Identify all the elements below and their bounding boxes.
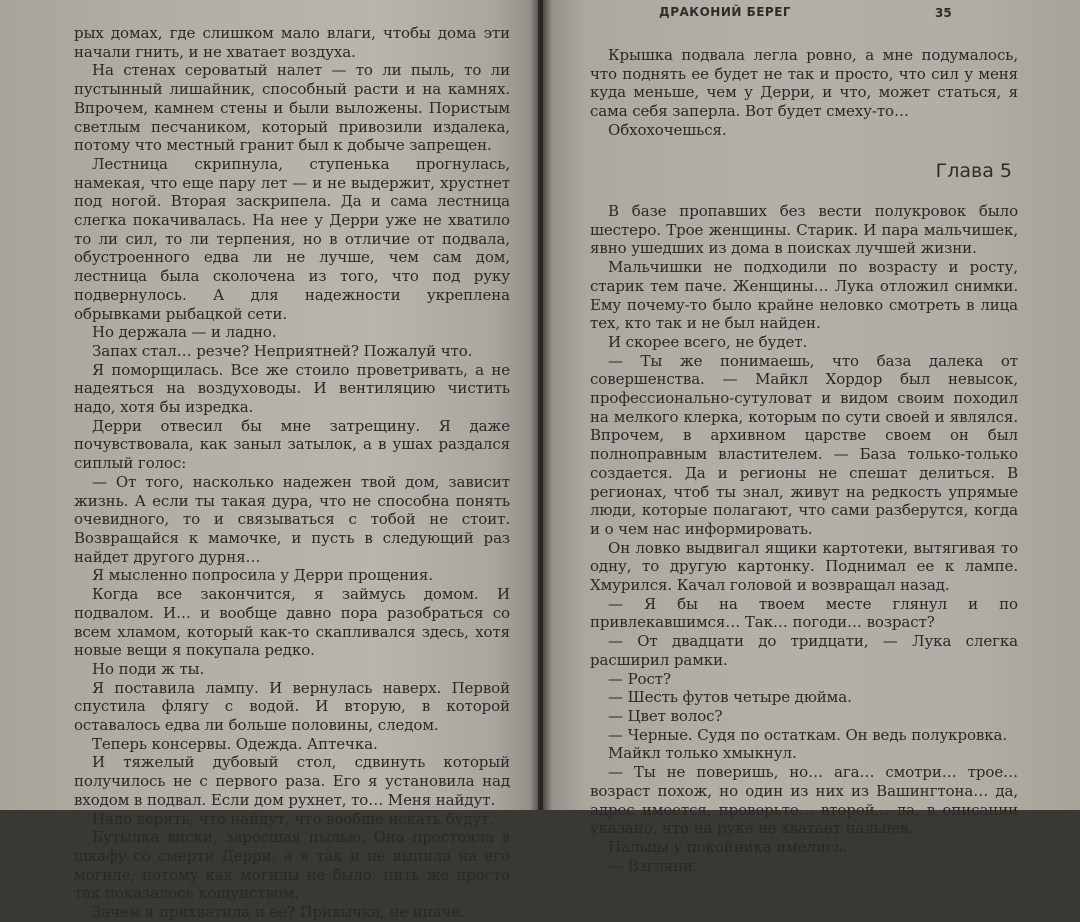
paragraph: В базе пропавших без вести полукровок было шестеро. Трое женщины. Старик. И пара мальчишек, явно ушедших из дома в поисках лучшей жизни.: [590, 202, 1018, 258]
paragraph: — Цвет волос?: [608, 706, 723, 725]
right-page: [543, 0, 1080, 875]
paragraph: Мальчишки не подходили по возрасту и росту, старик тем паче. Женщины… Лука отложил снимки. Ему почему-то было крайне неловко смотреть в лица тех, кто так и не был найден.: [590, 258, 1018, 333]
paragraph: И скорее всего, не будет.: [608, 332, 808, 351]
chapter-title: Глава 5: [935, 160, 1012, 182]
right-page-text-top: [590, 46, 1018, 140]
paragraph: — Я бы на твоем месте глянул и по привлекавшимся… Так… погоди… возраст?: [590, 594, 1018, 632]
paragraph: — Ты же понимаешь, что база далека от совершенства. — Майкл Хордор был невысок, профессионально-сутуловат и видом своим походил на мелкого клерка, которым по сути своей и являлся. Впрочем, в архивном царстве своем он был полноправным властителем. — База только-только создается. Да и регионы не спешат делиться. В регионах, чтоб ты знал, живут на редкость упрямые люди, которые полагают, что сами разберутся, когда и о чем нас информировать.: [590, 351, 1018, 538]
paragraph: — От двадцати до тридцати, — Лука слегка расширил рамки.: [590, 632, 1018, 669]
paragraph: На стенах сероватый налет — то ли пыль, то ли пустынный лишайник, способный расти и на камнях. Впрочем, камнем стены и были выложены. Пористым светлым песчаником, который привозили издалека, потому что местный гранит был к добыче запрещен.: [74, 61, 510, 155]
book-gutter: [530, 0, 552, 810]
paragraph: Теперь консервы. Одежда. Аптечка.: [92, 734, 378, 753]
paragraph: — Взгляни.: [608, 856, 698, 875]
paragraph: Бутылка виски, заросшая пылью. Она простояла в шкафу со смерти Дерри, а я так и не выпила на его могиле, потому как могилы не было, пить же просто так показалось кощунством.: [74, 828, 510, 903]
left-page-text: [74, 24, 510, 922]
paragraph: И тяжелый дубовый стол, сдвинуть который получилось не с первого раза. Его я установила над входом в подвал. Если дом рухнет, то… Меня найдут.: [74, 753, 510, 809]
paragraph: Я мысленно попросила у Дерри прощения.: [92, 566, 433, 585]
paragraph: Но поди ж ты.: [92, 659, 205, 678]
paragraph: — От того, насколько надежен твой дом, зависит жизнь. А если ты такая дура, что не способна понять очевидного, то и связываться с тобой не стоит. Возвращайся к мамочке, и пусть в следующий раз найдет другого дурня…: [74, 472, 510, 566]
paragraph: Запах стал… резче? Неприятней? Пожалуй что.: [92, 341, 473, 360]
paragraph: Он ловко выдвигал ящики картотеки, вытягивая то одну, то другую картонку. Поднимал ее к лампе. Хмурился. Качал головой и возвращал назад.: [590, 538, 1018, 595]
paragraph: Лестница скрипнула, ступенька прогнулась, намекая, что еще пару лет — и не выдержит, хрустнет под ногой. Вторая заскрипела. Да и сама лестница слегка покачивалась. На нее у Дерри уже не хватило то ли сил, то ли терпения, но в отличие от подвала, обустроенного едва ли не лучше, чем сам дом, лестница была сколочена из того, что под руку подвернулось. А для надежности укреплена обрывками рыбацкой сети.: [74, 154, 510, 323]
left-page: [0, 0, 538, 922]
paragraph: Зачем я прихватила и ее? Привычка, не иначе.: [92, 903, 465, 922]
paragraph: — Рост?: [608, 669, 671, 688]
right-page-text: [590, 202, 1018, 875]
paragraph: Когда все закончится, я займусь домом. И подвалом. И… и вообще давно пора разобраться со всем хламом, который как-то скапливался здесь, хотя новые вещи я покупала редко.: [74, 585, 510, 660]
paragraph: рых домах, где слишком мало влаги, чтобы дома эти начали гнить, и не хватает воздуха.: [74, 24, 510, 61]
paragraph: Пальцы у покойника имелись.: [608, 837, 847, 856]
paragraph: Дерри отвесил бы мне затрещину. Я даже почувствовала, как заныл затылок, а в ушах раздался сиплый голос:: [74, 416, 510, 473]
paragraph: Но держала — и ладно.: [92, 323, 277, 342]
paragraph: Майкл только хмыкнул.: [608, 744, 797, 763]
paragraph: Обхохочешься.: [608, 120, 727, 139]
paragraph: Крышка подвала легла ровно, а мне подумалось, что поднять ее будет не так и просто, что сил у меня куда меньше, чем у Дерри, и что, может статься, я сама себя заперла. Вот будет смеху-то…: [590, 46, 1018, 121]
page-number: 35: [935, 6, 952, 20]
paragraph: Надо верить, что найдут, что вообще искать будут.: [92, 809, 495, 828]
paragraph: Я поставила лампу. И вернулась наверх. Первой спустила флягу с водой. И вторую, в которой оставалось едва ли больше половины, следом.: [74, 678, 510, 735]
paragraph: — Черные. Судя по остаткам. Он ведь полукровка.: [608, 725, 1008, 744]
paragraph: Я поморщилась. Все же стоило проветривать, а не надеяться на воздуховоды. И вентиляцию чистить надо, хотя бы изредка.: [74, 360, 510, 417]
running-head: ДРАКОНИЙ БЕРЕГ: [659, 5, 792, 19]
paragraph: — Ты не поверишь, но… ага… смотри… трое… возраст похож, но один из них из Вашингтона… да, адрес имеется, проверьте… второй… да, в описании указано, что на руке не хватает пальцев.: [590, 763, 1018, 838]
paragraph: — Шесть футов четыре дюйма.: [608, 688, 852, 707]
